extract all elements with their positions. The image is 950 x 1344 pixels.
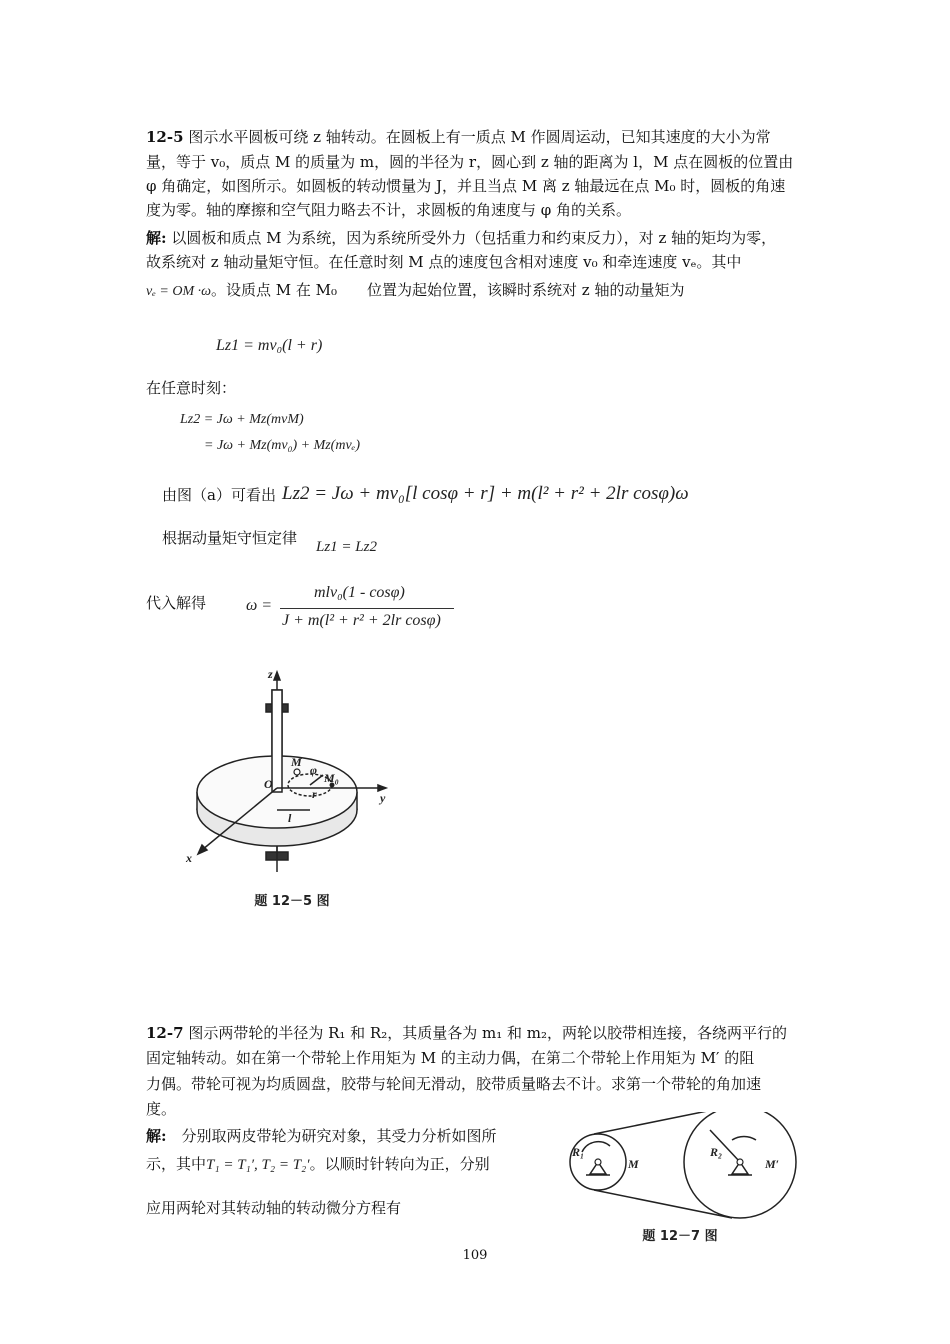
omega-solution-equation bbox=[246, 584, 456, 640]
equation-Lz2-line-2: = Jω + Mz(mv₀) + Mz(mvₑ) bbox=[204, 438, 360, 453]
solution-label: 解: bbox=[146, 1127, 167, 1145]
label-z: z bbox=[268, 667, 273, 681]
label-M: M bbox=[291, 755, 302, 769]
label-R1: R₁ bbox=[572, 1145, 585, 1159]
problem-number: 12-7 bbox=[146, 1024, 184, 1042]
problem-12-7-line-2: 固定轴转动。如在第一个带轮上作用矩为 M 的主动力偶，在第二个带轮上作用矩为 M′ 的阻 bbox=[146, 1049, 755, 1067]
page-number: 109 bbox=[462, 1248, 488, 1263]
solution-12-7-line-2 bbox=[146, 1153, 490, 1176]
solution-text: 以圆板和质点 M 为系统，因为系统所受外力（包括重力和约束反力），对 z 轴的矩均为零， bbox=[166, 229, 777, 247]
problem-12-7-line-1 bbox=[146, 1022, 787, 1044]
substitute-label: 代入解得 bbox=[146, 594, 207, 612]
any-time-label: 在任意时刻： bbox=[146, 379, 237, 397]
solution-line-2: 故系统对 z 轴动量矩守恒。在任意时刻 M 点的速度包含相对速度 v₀ 和牵连速度 vₑ。其中 bbox=[146, 253, 742, 271]
statement-text: 图示两带轮的半径为 R₁ 和 R₂，其质量各为 m₁ 和 m₂，两轮以胶带相连接，各绕两平行的 bbox=[183, 1024, 788, 1042]
label-x: x bbox=[186, 851, 192, 865]
belt-bottom bbox=[594, 1190, 732, 1218]
solution-label: 解: bbox=[146, 229, 167, 247]
point-M bbox=[294, 769, 300, 775]
from-figure-label: 由图（a）可看出 bbox=[162, 486, 276, 504]
problem-12-5-line-1 bbox=[146, 126, 771, 148]
moment-M-arrow bbox=[582, 1142, 610, 1152]
figure-12-7-caption: 题 12－7 图 bbox=[642, 1229, 718, 1244]
problem-12-5-line-3: φ 角确定，如图所示。如圆板的转动惯量为 J，并且当点 M 离 z 轴最远在点 M₀ 时，圆板的角速 bbox=[146, 177, 786, 195]
solution-text: 。设质点 M 在 M₀ 位置为起始位置，该瞬时系统对 z 轴的动量矩为 bbox=[211, 281, 685, 299]
label-r: r bbox=[312, 787, 317, 801]
label-O: O bbox=[264, 777, 273, 791]
tension-equation: T₁ = T₁′, T₂ = T₂′ bbox=[206, 1157, 310, 1173]
figure-12-7 bbox=[560, 1112, 810, 1244]
figure-12-5-caption: 题 12－5 图 bbox=[254, 894, 330, 909]
label-M-prime: M′ bbox=[765, 1157, 780, 1171]
equation-Lz2-line-1: Lz2 = Jω + Mz(mvM) bbox=[180, 412, 304, 427]
problem-12-7-line-3: 力偶。带轮可视为均质圆盘，胶带与轮间无滑动，胶带质量略去不计。求第一个带轮的角加速 bbox=[146, 1075, 762, 1093]
figure-12-5 bbox=[180, 660, 410, 920]
label-M: M bbox=[628, 1157, 639, 1171]
moment-M-prime-arrow bbox=[732, 1136, 756, 1140]
label-l: l bbox=[288, 811, 292, 825]
label-M0: M₀ bbox=[324, 771, 339, 785]
problem-number: 12-5 bbox=[146, 128, 184, 146]
solution-12-7-line-3: 应用两轮对其转动轴的转动微分方程有 bbox=[146, 1199, 402, 1217]
solution-text: 示，其中 bbox=[146, 1155, 207, 1173]
omega-denominator: J + m(l² + r² + 2lr cosφ) bbox=[282, 612, 441, 629]
solution-line-3 bbox=[146, 279, 684, 303]
label-phi: φ bbox=[310, 763, 318, 777]
omega-lhs: ω = bbox=[246, 597, 273, 614]
equation-Lz1: Lz1 = mv₀(l + r) bbox=[216, 337, 323, 354]
fraction-bar bbox=[280, 608, 454, 609]
omega-numerator: mlv₀(1 - cosφ) bbox=[314, 584, 405, 601]
solution-line-1 bbox=[146, 227, 776, 249]
problem-12-7-line-4: 度。 bbox=[146, 1100, 177, 1118]
ve-equation: vₑ = OM ·ω bbox=[146, 284, 211, 299]
conservation-label: 根据动量矩守恒定律 bbox=[162, 529, 298, 547]
solution-text: 分别取两皮带轮为研究对象，其受力分析如图所 bbox=[166, 1127, 497, 1145]
equation-Lz2-full: Lz2 = Jω + mv₀[l cosφ + r] + m(l² + r² + 2lr cosφ)ω bbox=[282, 483, 689, 504]
label-y: y bbox=[380, 791, 386, 805]
statement-text: 图示水平圆板可绕 z 轴转动。在圆板上有一质点 M 作圆周运动，已知其速度的大小为常 bbox=[188, 128, 771, 146]
solution-text: 。以顺时针转向为正，分别 bbox=[309, 1155, 490, 1173]
label-R2: R₂ bbox=[710, 1145, 723, 1159]
z-axis-arrow bbox=[274, 672, 280, 680]
solution-12-7-line-1 bbox=[146, 1125, 497, 1147]
equation-conservation: Lz1 = Lz2 bbox=[316, 539, 377, 555]
problem-12-5-line-2: 量，等于 v₀，质点 M 的质量为 m，圆的半径为 r，圆心到 z 轴的距离为 l，M 点在圆板的位置由 bbox=[146, 153, 794, 171]
problem-12-5-line-4: 度为零。轴的摩擦和空气阻力略去不计，求圆板的角速度与 φ 角的关系。 bbox=[146, 201, 632, 219]
